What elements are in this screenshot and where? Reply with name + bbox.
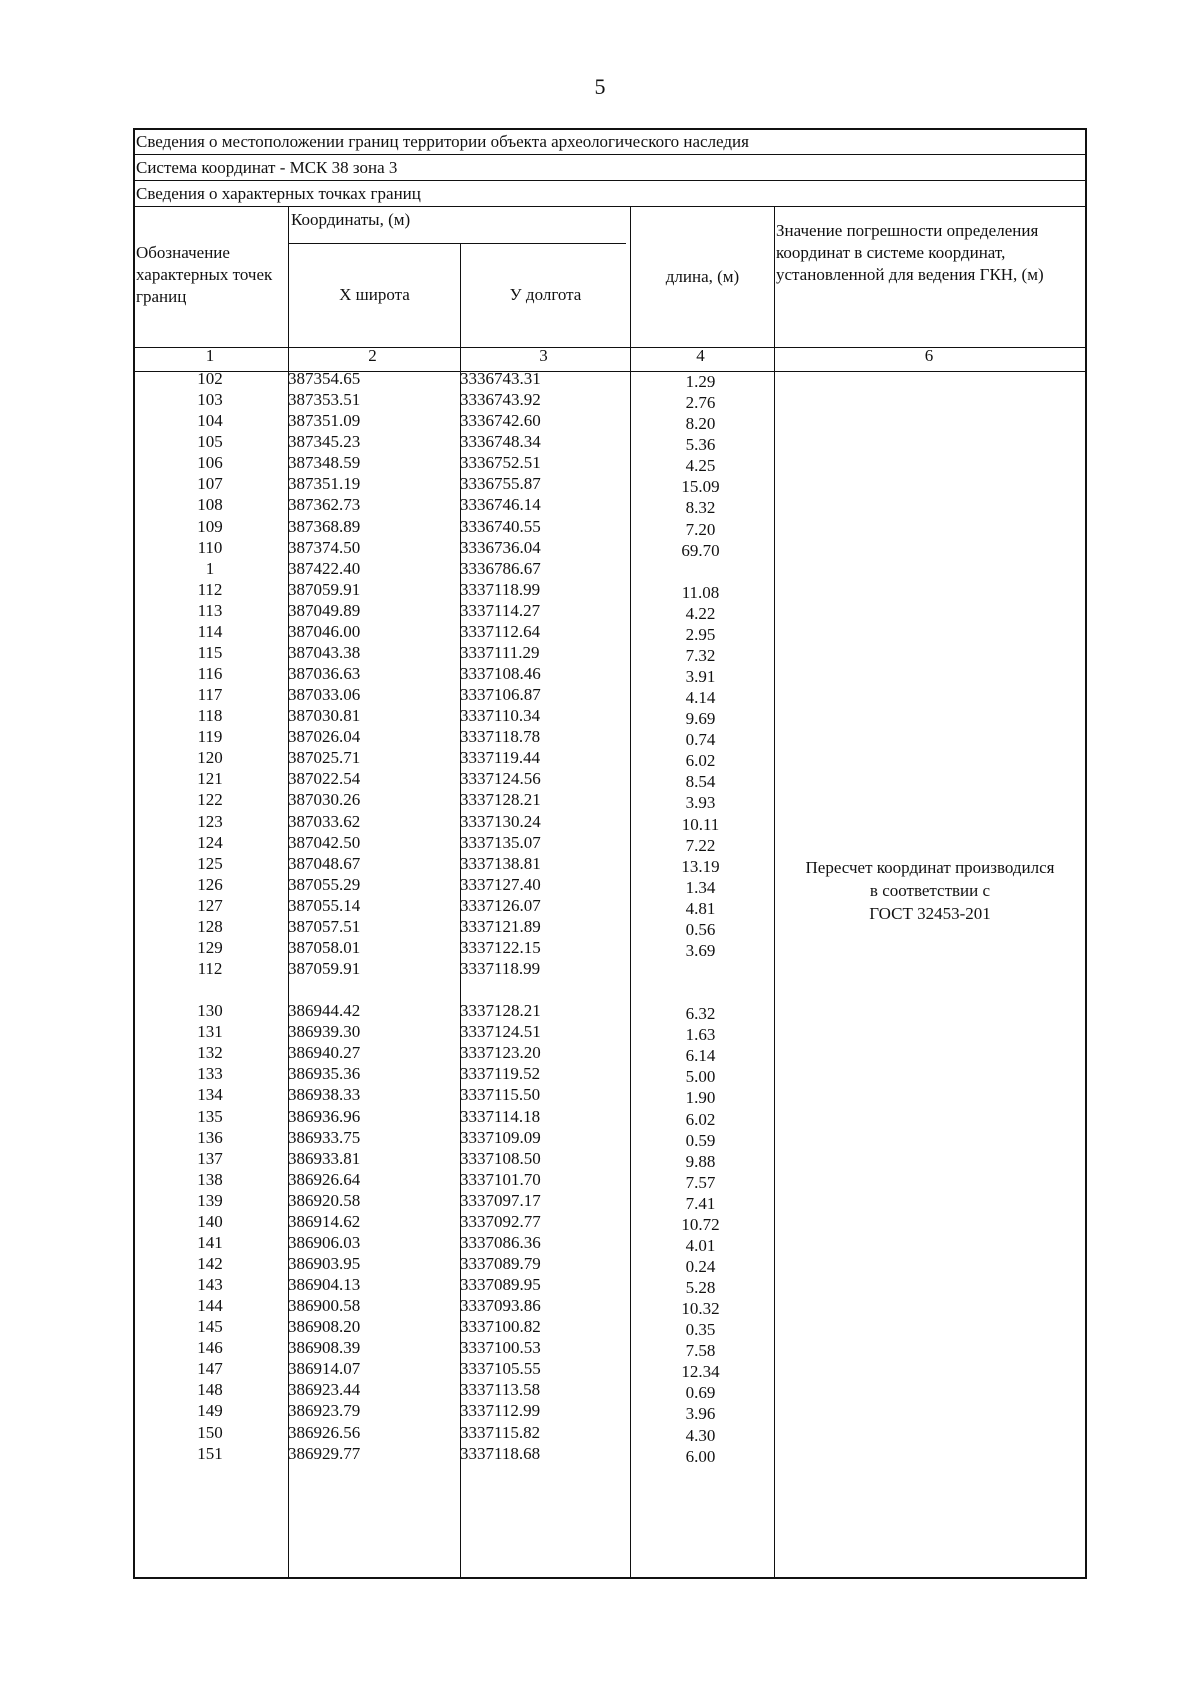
length-cell: 5.28 <box>685 1278 716 1297</box>
recalculation-note <box>778 856 1082 925</box>
point-id-cell: 130 <box>197 1001 223 1021</box>
x-coordinate-cell: 387422.40 <box>288 558 361 578</box>
column-number: 1 <box>205 346 215 365</box>
x-coordinate-cell: 387030.81 <box>288 706 361 726</box>
x-coordinate-cell: 387059.91 <box>288 959 361 978</box>
x-coordinate-cell: 386900.58 <box>288 1296 361 1316</box>
y-coordinate-cell: 3337128.21 <box>460 790 541 810</box>
point-id-cell: 140 <box>197 1211 223 1231</box>
point-id-cell: 134 <box>197 1085 223 1105</box>
y-coordinate-cell: 3336748.34 <box>460 432 541 452</box>
length-cell <box>629 982 772 1003</box>
x-coordinate-cell: 387046.00 <box>288 621 361 641</box>
length-cell: 6.32 <box>685 1004 716 1024</box>
length-cell: 7.41 <box>685 1193 716 1213</box>
length-cell: 1.63 <box>685 1025 716 1045</box>
column-number: 6 <box>924 346 934 365</box>
x-coordinate-cell: 387022.54 <box>288 769 361 789</box>
x-coordinate-cell: 386936.96 <box>288 1106 361 1126</box>
point-id-cell: 116 <box>197 664 223 683</box>
point-id-cell: 132 <box>197 1043 223 1063</box>
length-cell: 2.76 <box>685 393 716 413</box>
x-coordinate-cell: 387351.09 <box>288 411 361 431</box>
x-coordinate-cell: 387362.73 <box>288 495 361 515</box>
x-coordinate-cell: 386914.62 <box>288 1211 361 1231</box>
x-coordinate-cell: 387042.50 <box>288 832 361 852</box>
x-coordinate-cell: 387049.89 <box>288 600 361 620</box>
y-coordinate-cell: 3337118.78 <box>460 727 541 747</box>
y-coordinate-cell: 3336743.92 <box>460 390 541 410</box>
x-coordinate-cell: 386923.79 <box>288 1401 361 1421</box>
y-coordinate-cell: 3337106.87 <box>460 685 541 705</box>
y-coordinate-cell: 3337112.64 <box>460 621 541 641</box>
x-coordinate-cell: 386908.39 <box>288 1338 361 1358</box>
point-id-cell: 103 <box>197 390 223 410</box>
x-coordinate-cell: 386926.64 <box>288 1169 361 1189</box>
y-coordinate-cell: 3337118.68 <box>460 1443 541 1463</box>
y-coordinate-cell: 3337108.46 <box>460 664 541 683</box>
y-coordinate-cell: 3337092.77 <box>460 1211 541 1231</box>
point-id-cell: 106 <box>197 453 223 473</box>
point-id-cell: 105 <box>197 432 223 452</box>
length-cell: 7.20 <box>685 519 716 539</box>
column-number: 2 <box>368 346 377 365</box>
length-cell: 9.88 <box>685 1151 716 1171</box>
x-coordinate-cell: 387033.62 <box>288 811 361 831</box>
y-coordinate-cell: 3337124.51 <box>460 1022 541 1042</box>
y-coordinate-cell: 3336740.55 <box>460 516 541 536</box>
row-divider <box>135 180 1085 181</box>
point-id-cell: 126 <box>197 874 223 894</box>
x-coordinate-cell: 386914.07 <box>288 1359 361 1379</box>
length-cell: 2.95 <box>685 624 716 644</box>
point-id-cell: 123 <box>197 811 223 831</box>
length-cell: 7.32 <box>685 645 716 665</box>
length-cell: 3.69 <box>685 940 716 960</box>
y-coordinate-cell: 3337114.27 <box>460 600 541 620</box>
y-coordinate-cell: 3337109.09 <box>460 1127 541 1147</box>
point-id-cell: 121 <box>197 769 223 789</box>
y-coordinate-cell: 3336752.51 <box>460 453 541 473</box>
length-cell: 8.20 <box>685 414 716 434</box>
x-coordinate-cell: 387368.89 <box>288 516 361 536</box>
header-length: длина, (м) <box>665 267 740 286</box>
length-cell: 0.35 <box>685 1320 716 1340</box>
length-cell: 3.96 <box>685 1404 716 1424</box>
y-coordinate-cell: 3337123.20 <box>460 1043 541 1063</box>
x-coordinate-cell: 387043.38 <box>288 642 361 662</box>
point-id-cell: 112 <box>197 959 223 978</box>
point-id-cell: 138 <box>197 1169 223 1189</box>
y-coordinate-cell: 3337114.18 <box>460 1106 541 1126</box>
length-cell: 15.09 <box>681 477 720 497</box>
point-id-cell: 141 <box>197 1232 223 1252</box>
length-cell: 4.22 <box>685 603 716 623</box>
y-coordinate-cell: 3337127.40 <box>460 874 541 894</box>
point-id-cell: 120 <box>197 748 223 768</box>
point-id-cell: 115 <box>197 642 223 662</box>
y-coordinate-cell: 3337122.15 <box>460 937 541 957</box>
page-number: 5 <box>594 74 606 99</box>
y-coordinate-cell: 3337086.36 <box>460 1232 541 1252</box>
x-coordinate-cell: 387058.01 <box>288 937 361 957</box>
point-id-cell: 112 <box>197 579 223 599</box>
length-cell: 7.57 <box>685 1172 716 1192</box>
row-divider <box>135 206 1085 207</box>
length-cell: 4.81 <box>685 898 716 918</box>
point-id-cell: 143 <box>197 1275 223 1294</box>
point-id-cell: 148 <box>197 1380 223 1400</box>
y-coordinate-cell: 3337115.50 <box>460 1085 541 1105</box>
y-coordinate-cell: 3337089.95 <box>460 1275 541 1294</box>
point-id-cell: 149 <box>197 1401 223 1421</box>
length-cell: 4.25 <box>685 456 716 476</box>
y-coordinate-cell: 3336736.04 <box>460 537 541 557</box>
length-cell: 7.22 <box>685 835 716 855</box>
length-cell <box>629 561 772 582</box>
y-coordinate-cell: 3337100.53 <box>460 1338 541 1358</box>
x-coordinate-cell: 387026.04 <box>288 727 361 747</box>
y-coordinate-cell: 3337115.82 <box>460 1422 541 1442</box>
header-coordinates: Координаты, (м) <box>291 210 411 229</box>
header-point-designation: Обозначение характерных точек границ <box>136 243 273 306</box>
y-coordinate-cell: 3337128.21 <box>460 1001 541 1021</box>
length-cell: 0.59 <box>685 1130 716 1150</box>
point-id-cell: 109 <box>197 516 223 536</box>
x-coordinate-cell: 386939.30 <box>288 1022 361 1042</box>
y-coordinate-cell <box>459 979 628 1000</box>
point-id-cell: 144 <box>197 1296 223 1316</box>
point-id-cell: 133 <box>197 1064 223 1084</box>
header-x: X широта <box>339 285 410 304</box>
y-coordinate-cell: 3337100.82 <box>460 1317 541 1337</box>
length-cell: 0.56 <box>685 919 716 939</box>
point-id-cell: 1 <box>205 558 215 578</box>
point-id-cell: 147 <box>197 1359 223 1379</box>
point-id-cell: 104 <box>197 411 223 431</box>
point-id-cell: 151 <box>197 1443 223 1463</box>
y-coordinate-cell: 3337093.86 <box>460 1296 541 1316</box>
x-coordinate-cell: 386923.44 <box>288 1380 361 1400</box>
length-cell: 1.34 <box>685 877 716 897</box>
y-coordinate-cell: 3337119.44 <box>460 748 541 768</box>
point-id-cell: 127 <box>197 895 223 915</box>
length-cell: 5.36 <box>685 435 716 455</box>
point-id-cell: 131 <box>197 1022 223 1042</box>
y-coordinate-cell: 3337089.79 <box>460 1253 541 1273</box>
y-coordinate-cell: 3337130.24 <box>460 811 541 831</box>
length-cell: 0.74 <box>685 730 716 750</box>
point-id-cell: 119 <box>197 727 223 747</box>
point-id-cell: 150 <box>197 1422 223 1442</box>
length-cell: 8.54 <box>685 772 716 792</box>
x-coordinate-cell: 386940.27 <box>288 1043 361 1063</box>
point-id-cell: 137 <box>197 1148 223 1168</box>
length-cell: 9.69 <box>685 709 716 729</box>
length-cell: 6.14 <box>685 1046 716 1066</box>
length-cell: 3.93 <box>685 793 716 813</box>
x-coordinate-cell: 386920.58 <box>288 1190 361 1210</box>
length-cell: 1.90 <box>685 1088 716 1108</box>
x-coordinate-cell: 387036.63 <box>288 664 361 683</box>
x-coordinate-cell: 387057.51 <box>288 916 361 936</box>
y-coordinate-cell: 3337113.58 <box>460 1380 541 1400</box>
point-id-cell: 108 <box>197 495 223 515</box>
note-line: ГОСТ 32453-201 <box>869 904 991 923</box>
y-coordinate-cell: 3337121.89 <box>460 916 541 936</box>
x-coordinate-cell: 386926.56 <box>288 1422 361 1442</box>
y-coordinate-cell: 3337118.99 <box>460 579 541 599</box>
point-id-cell: 136 <box>197 1127 223 1147</box>
subheader-divider <box>289 243 626 244</box>
point-id-cell: 107 <box>197 474 223 494</box>
x-coordinate-cell: 387055.14 <box>288 895 361 915</box>
point-id-cell: 113 <box>197 600 223 620</box>
point-id-cell: 135 <box>197 1106 223 1126</box>
length-cell: 8.32 <box>685 498 716 518</box>
point-id-cell: 122 <box>197 790 223 810</box>
y-coordinate-cell: 3336742.60 <box>460 411 541 431</box>
col-divider <box>774 206 775 1577</box>
x-coordinate-cell: 387030.26 <box>288 790 361 810</box>
x-coordinate-cell: 386906.03 <box>288 1232 361 1252</box>
length-cell: 0.24 <box>685 1256 716 1276</box>
y-coordinate-cell: 3337101.70 <box>460 1169 541 1189</box>
length-cell: 6.02 <box>685 751 716 771</box>
length-cell <box>629 961 772 982</box>
point-id-cell: 128 <box>197 916 223 936</box>
note-line: в соответствии с <box>869 881 991 900</box>
y-coordinate-cell: 3337112.99 <box>460 1401 541 1421</box>
x-coordinate-cell: 386904.13 <box>288 1275 361 1294</box>
y-coordinate-cell: 3336755.87 <box>460 474 541 494</box>
x-coordinate-cell: 386935.36 <box>288 1064 361 1084</box>
length-cell: 10.32 <box>681 1299 720 1319</box>
x-coordinate-cell: 387353.51 <box>288 390 361 410</box>
length-cell: 10.72 <box>681 1214 720 1234</box>
y-coordinate-cell: 3337108.50 <box>460 1148 541 1168</box>
x-coordinate-cell: 386903.95 <box>288 1253 361 1273</box>
point-id-cell: 129 <box>197 937 223 957</box>
y-coordinate-cell: 3336746.14 <box>460 495 541 515</box>
y-coordinate-cell: 3337138.81 <box>460 853 541 873</box>
point-id-cell <box>134 979 286 1000</box>
length-cell: 10.11 <box>681 814 720 834</box>
length-cell: 12.34 <box>681 1362 720 1382</box>
length-cell: 4.30 <box>685 1425 716 1445</box>
point-id-cell: 146 <box>197 1338 223 1358</box>
length-cell: 0.69 <box>685 1383 716 1403</box>
length-cell: 4.14 <box>685 688 716 708</box>
header-error: Значение погрешности определения координат в системе координат, установленной для ведения ГКН, (м) <box>776 221 1044 284</box>
point-id-cell: 102 <box>197 369 223 388</box>
x-coordinate-cell <box>287 979 458 1000</box>
header-y: У долгота <box>509 285 582 304</box>
length-cell: 1.29 <box>685 372 716 391</box>
x-coordinate-cell: 387025.71 <box>288 748 361 768</box>
point-id-cell: 110 <box>197 537 223 557</box>
point-id-cell: 124 <box>197 832 223 852</box>
section-title: Сведения о местоположении границ территории объекта археологического наследия <box>136 132 749 151</box>
point-id-cell: 145 <box>197 1317 223 1337</box>
x-coordinate-cell: 387354.65 <box>288 369 361 388</box>
points-title: Сведения о характерных точках границ <box>136 184 421 203</box>
x-coordinate-cell: 387345.23 <box>288 432 361 452</box>
y-coordinate-cell: 3337110.34 <box>460 706 541 726</box>
x-coordinate-cell: 387059.91 <box>288 579 361 599</box>
x-coordinate-cell: 386938.33 <box>288 1085 361 1105</box>
point-id-cell: 118 <box>197 706 223 726</box>
point-id-cell: 125 <box>197 853 223 873</box>
note-line: Пересчет координат производился <box>805 858 1055 877</box>
x-coordinate-cell: 386929.77 <box>288 1443 361 1463</box>
y-coordinate-cell: 3336786.67 <box>460 558 541 578</box>
x-coordinate-cell: 387055.29 <box>288 874 361 894</box>
length-cell: 69.70 <box>681 540 720 560</box>
length-cell: 7.58 <box>685 1341 716 1361</box>
x-coordinate-cell: 387348.59 <box>288 453 361 473</box>
y-coordinate-cell: 3337111.29 <box>460 642 540 662</box>
x-coordinate-cell: 387374.50 <box>288 537 361 557</box>
point-id-cell: 139 <box>197 1190 223 1210</box>
length-cell: 6.02 <box>685 1109 716 1129</box>
y-coordinate-cell: 3337105.55 <box>460 1359 541 1379</box>
x-coordinate-cell: 386933.81 <box>288 1148 361 1168</box>
row-divider <box>135 154 1085 155</box>
y-coordinate-cell: 3336743.31 <box>460 369 541 388</box>
y-coordinate-cell: 3337135.07 <box>460 832 541 852</box>
coordinate-system: Система координат - МСК 38 зона 3 <box>136 158 398 177</box>
y-coordinate-cell: 3337118.99 <box>460 959 541 978</box>
y-coordinate-cell: 3337097.17 <box>460 1190 541 1210</box>
point-id-cell: 117 <box>197 685 223 705</box>
x-coordinate-cell: 387351.19 <box>288 474 361 494</box>
length-cell: 11.08 <box>681 582 720 602</box>
x-coordinate-cell: 387033.06 <box>288 685 361 705</box>
length-cell: 6.00 <box>685 1446 716 1466</box>
length-cell: 5.00 <box>685 1067 716 1087</box>
x-coordinate-cell: 387048.67 <box>288 853 361 873</box>
y-coordinate-cell: 3337126.07 <box>460 895 541 915</box>
x-coordinate-cell: 386944.42 <box>288 1001 361 1021</box>
column-number: 3 <box>539 346 548 365</box>
x-coordinate-cell: 386908.20 <box>288 1317 361 1337</box>
point-id-cell: 142 <box>197 1253 223 1273</box>
x-coordinate-cell: 386933.75 <box>288 1127 361 1147</box>
column-number: 4 <box>696 346 705 365</box>
y-coordinate-cell: 3337124.56 <box>460 769 541 789</box>
length-cell: 4.01 <box>685 1235 716 1255</box>
length-cell: 3.91 <box>685 667 716 686</box>
y-coordinate-cell: 3337119.52 <box>460 1064 541 1084</box>
point-id-cell: 114 <box>197 621 223 641</box>
length-cell: 13.19 <box>681 856 720 876</box>
